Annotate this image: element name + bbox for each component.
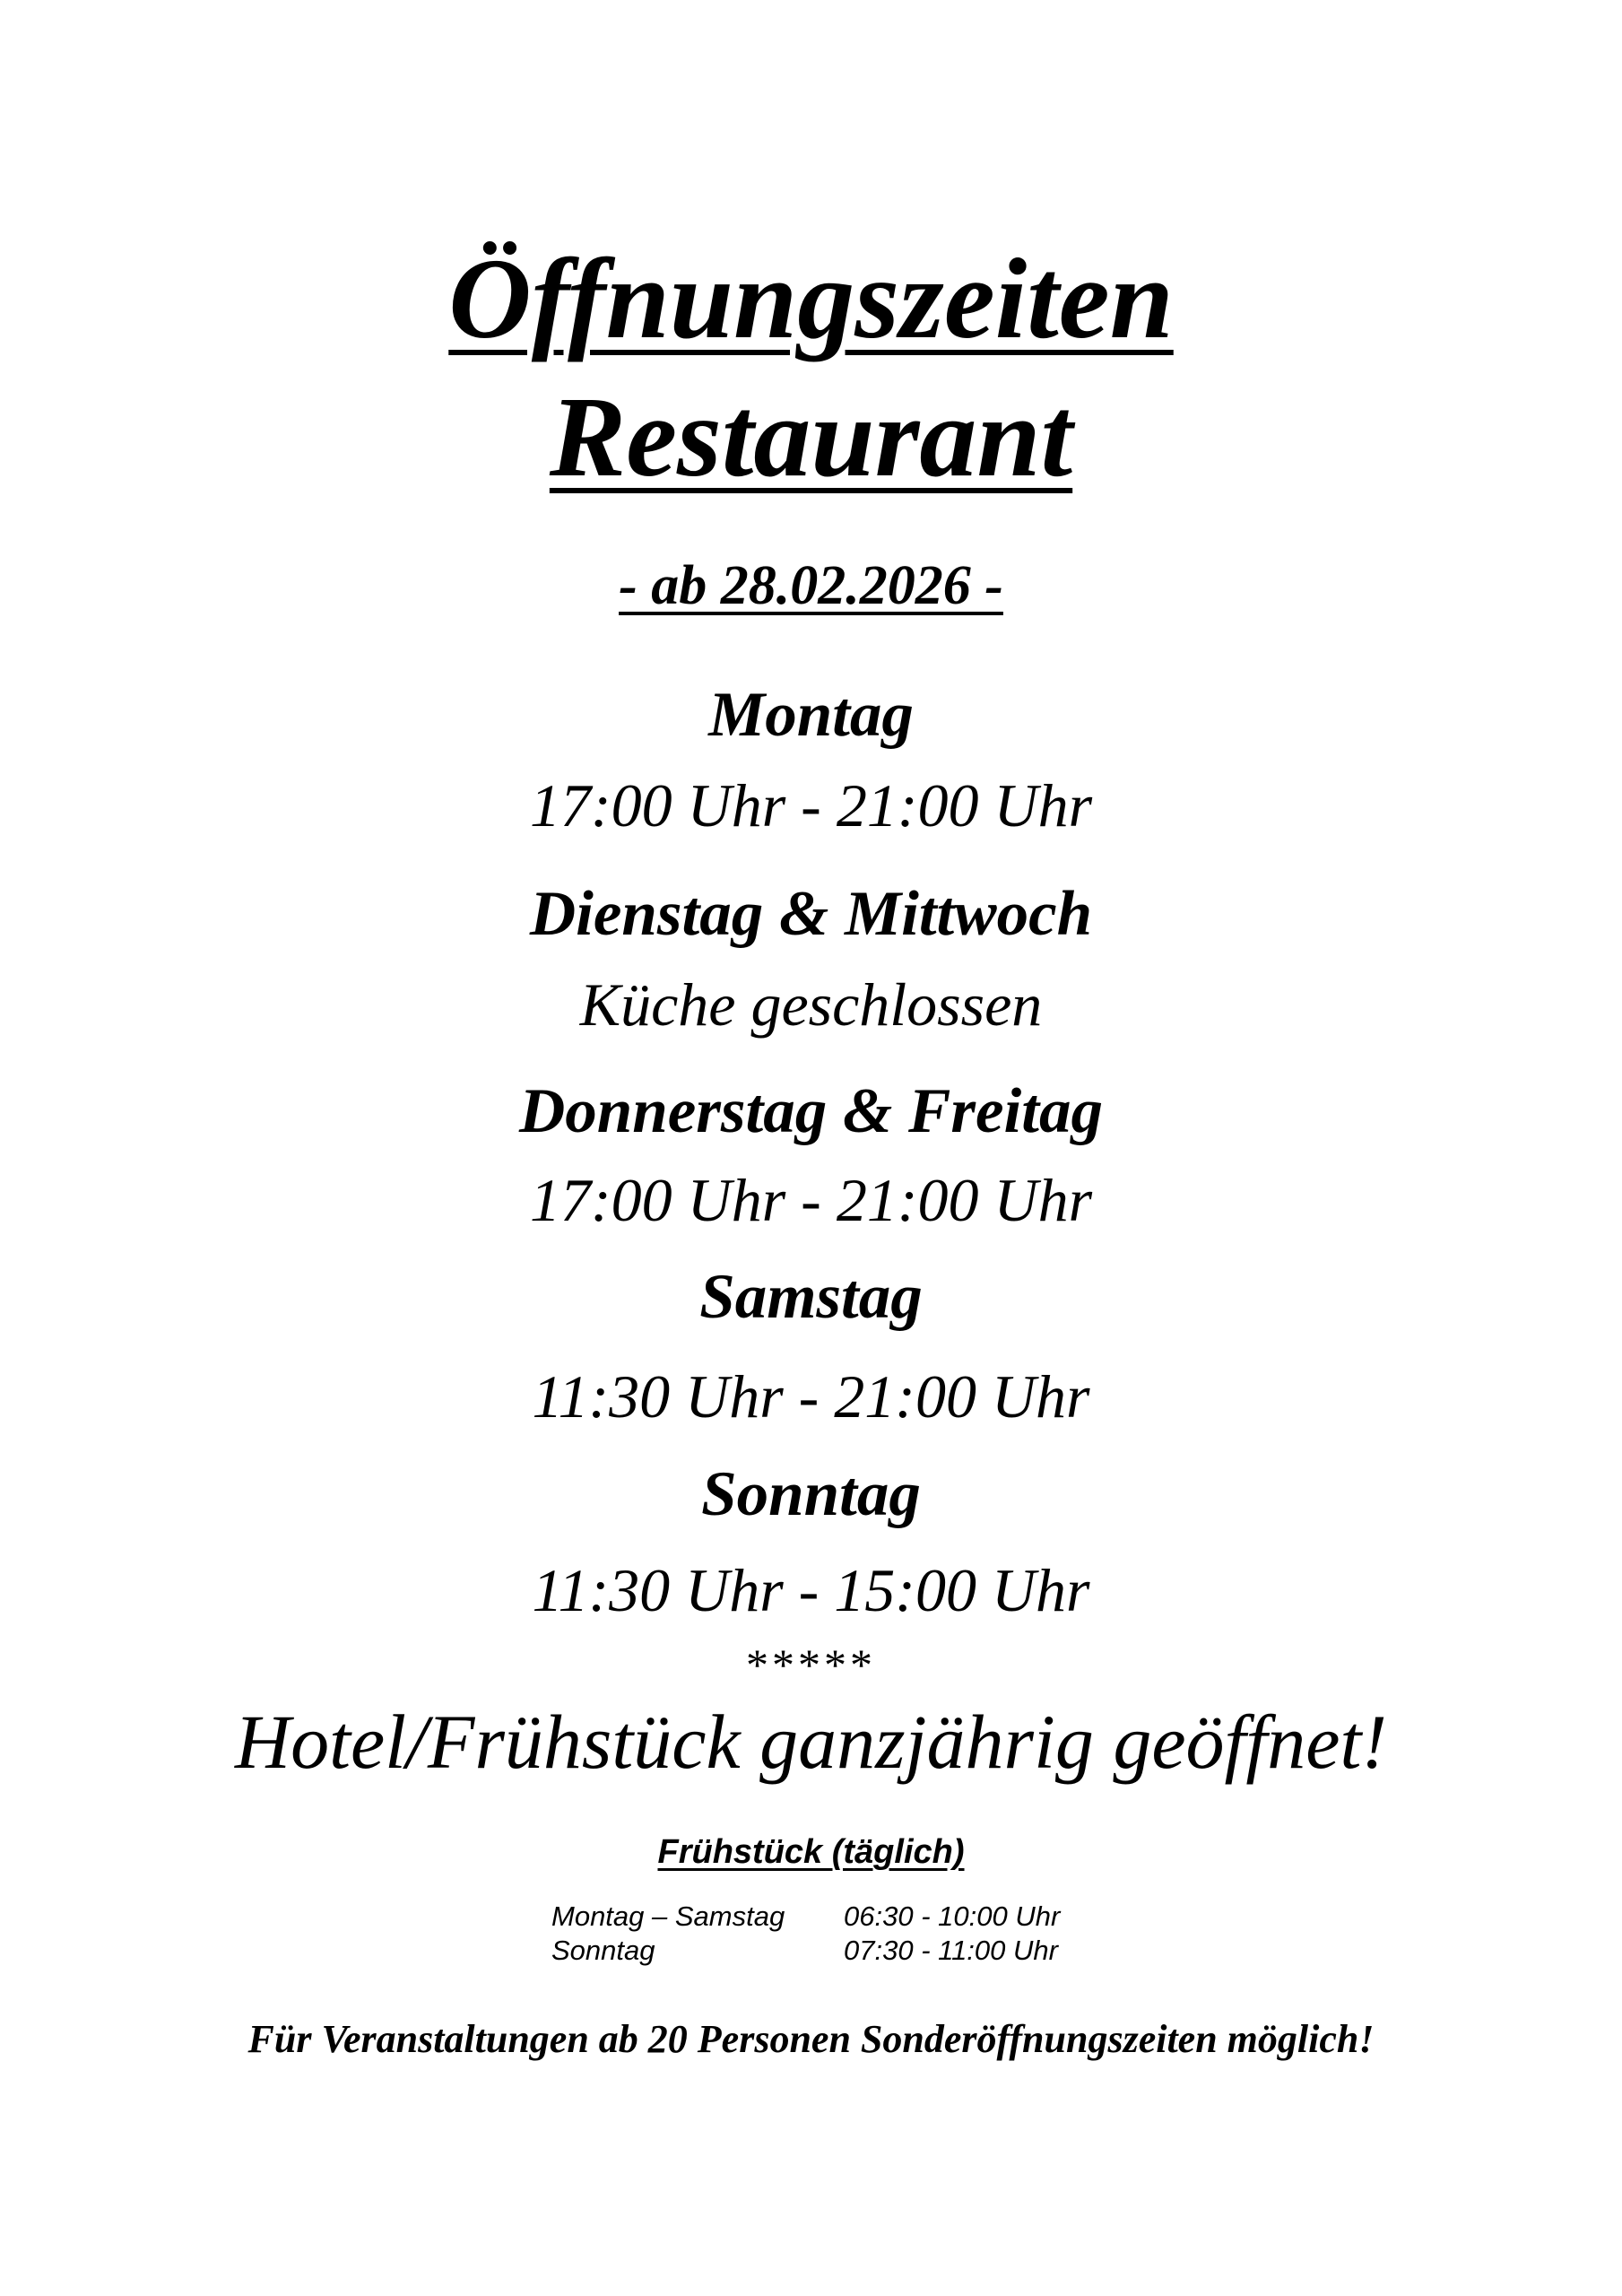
breakfast-heading: Frühstück (täglich) [657,1833,965,1871]
breakfast-row-time: 06:30 - 10:00 Uhr [844,1900,1061,1932]
day-heading-tuesday-wednesday: Dienstag & Mittwoch [529,879,1093,949]
breakfast-times-table [551,1900,1131,1968]
star-separator: ***** [746,1639,876,1690]
hotel-open-note: Hotel/Frühstück ganzjährig geöffnet! [234,1699,1388,1785]
hours-saturday: 11:30 Uhr - 21:00 Uhr [532,1362,1090,1431]
breakfast-row-time: 07:30 - 11:00 Uhr [844,1935,1058,1966]
breakfast-row [551,1934,1131,1968]
page-title-line-1: Öffnungszeiten [448,235,1174,362]
breakfast-row [551,1900,1131,1934]
valid-from-date: - ab 28.02.2026 - [619,555,1003,616]
breakfast-row-day: Sonntag [551,1935,655,1966]
day-heading-sunday: Sonntag [701,1459,921,1529]
page-title-line-2: Restaurant [549,373,1073,500]
hours-monday: 17:00 Uhr - 21:00 Uhr [529,771,1093,839]
day-heading-monday: Montag [708,680,914,750]
breakfast-row-day: Montag – Samstag [551,1900,785,1932]
day-heading-thursday-friday: Donnerstag & Freitag [519,1076,1103,1146]
events-footer-note: Für Veranstaltungen ab 20 Personen Sonderöffnungszeiten möglich! [247,2017,1375,2061]
day-heading-saturday: Samstag [699,1262,923,1332]
hours-sunday: 11:30 Uhr - 15:00 Uhr [532,1556,1090,1624]
hours-thursday-friday: 17:00 Uhr - 21:00 Uhr [529,1166,1093,1234]
hours-tuesday-wednesday: Küche geschlossen [579,970,1043,1039]
